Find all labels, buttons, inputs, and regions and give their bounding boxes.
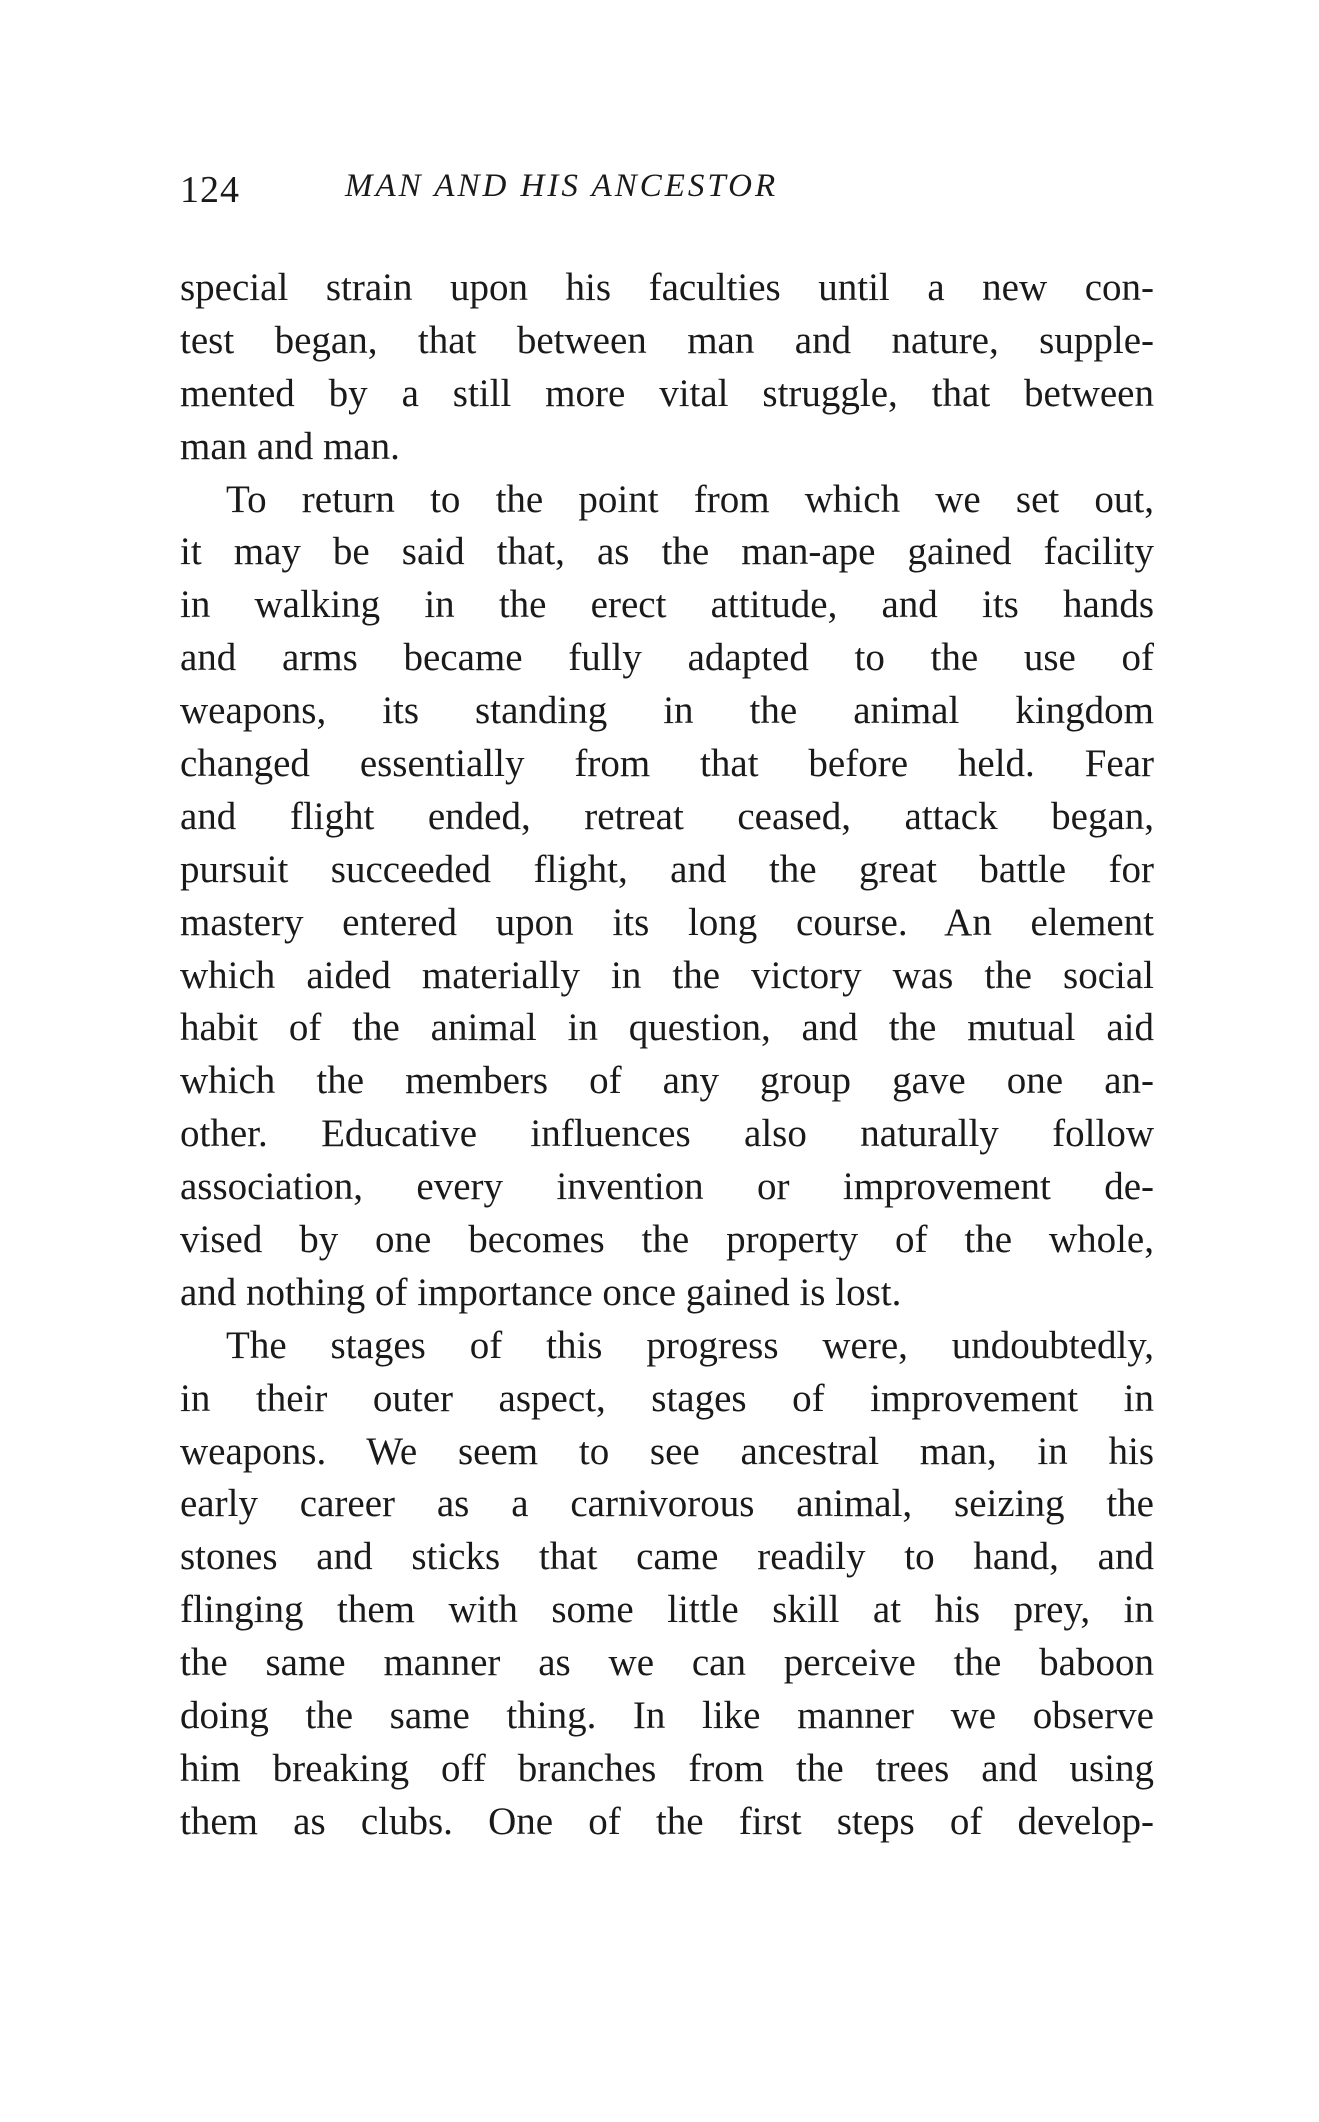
- paragraph: [180, 474, 1154, 1320]
- page-number: 124: [180, 169, 240, 211]
- text-line: changed essentially from that before held. Fear: [180, 742, 1154, 786]
- text-line: the same manner as we can perceive the baboon: [180, 1641, 1154, 1685]
- text-line: which aided materially in the victory was the social: [180, 953, 1154, 997]
- text-line: and arms became fully adapted to the use of: [180, 636, 1154, 680]
- text-line: weapons. We seem to see ancestral man, in his: [180, 1429, 1154, 1473]
- text-line: habit of the animal in question, and the mutual aid: [180, 1006, 1154, 1050]
- text-line: in walking in the erect attitude, and its hands: [180, 583, 1154, 627]
- text-line: doing the same thing. In like manner we observe: [180, 1694, 1154, 1738]
- text-line: other. Educative influences also naturally follow: [180, 1112, 1154, 1156]
- text-line: weapons, its standing in the animal kingdom: [180, 689, 1154, 733]
- text-line: them as clubs. One of the first steps of develop-: [180, 1799, 1154, 1843]
- body-text: [180, 262, 1154, 1849]
- text-line: mastery entered upon its long course. An element: [180, 900, 1154, 944]
- text-line: special strain upon his faculties until a new con-: [180, 266, 1154, 309]
- text-line: man and man.: [180, 424, 400, 468]
- text-line: vised by one becomes the property of the whole,: [180, 1218, 1154, 1262]
- text-line: pursuit succeeded flight, and the great battle for: [180, 847, 1154, 891]
- text-line: test began, that between man and nature, supple-: [180, 318, 1154, 362]
- text-line: it may be said that, as the man-ape gained facility: [180, 530, 1154, 574]
- text-line: him breaking off branches from the trees and using: [180, 1746, 1154, 1790]
- text-line: early career as a carnivorous animal, seizing the: [180, 1482, 1154, 1526]
- paragraph: [180, 262, 1154, 474]
- text-line: To return to the point from which we set out,: [226, 477, 1154, 521]
- text-line: which the members of any group gave one an-: [180, 1059, 1154, 1103]
- running-title: MAN AND HIS ANCESTOR: [345, 168, 779, 204]
- text-line: and flight ended, retreat ceased, attack began,: [180, 794, 1154, 838]
- text-line: flinging them with some little skill at his prey, in: [180, 1588, 1154, 1632]
- text-line: The stages of this progress were, undoubtedly,: [226, 1323, 1154, 1367]
- text-line: mented by a still more vital struggle, that between: [180, 371, 1154, 415]
- text-line: and nothing of importance once gained is lost.: [180, 1270, 902, 1314]
- text-line: stones and sticks that came readily to hand, and: [180, 1535, 1154, 1579]
- page-header: [180, 168, 1154, 218]
- paragraph: [180, 1320, 1154, 1849]
- text-line: association, every invention or improvement de-: [180, 1165, 1154, 1209]
- text-line: in their outer aspect, stages of improvement in: [180, 1376, 1154, 1420]
